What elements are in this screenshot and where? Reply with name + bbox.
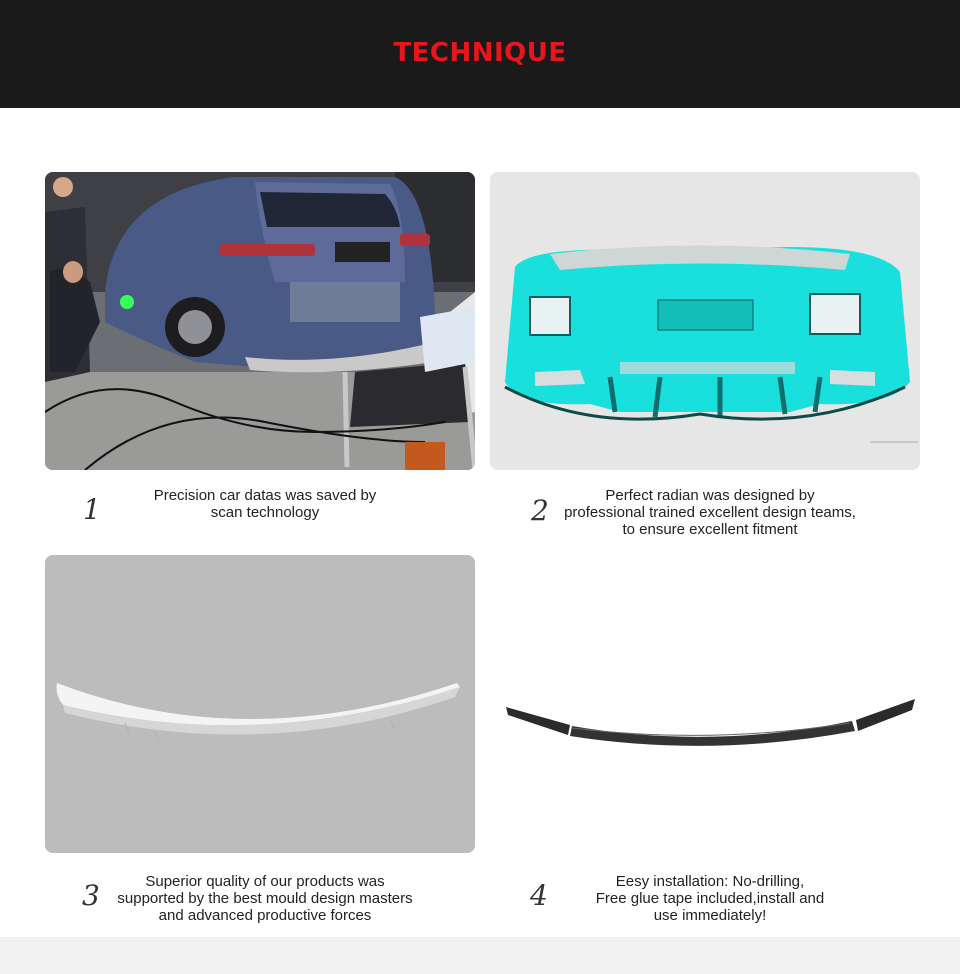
- step-number-4: 4: [530, 879, 548, 912]
- caption-line: scan technology: [210, 504, 320, 521]
- page-title: TECHNIQUE: [393, 38, 567, 68]
- caption-line: to ensure excellent fitment: [622, 521, 798, 538]
- mould-photo: [45, 555, 475, 853]
- footer-band: [0, 937, 960, 974]
- caption-line: professional trained excellent design teams,: [564, 504, 856, 521]
- step-number-3: 3: [82, 879, 100, 912]
- step-caption-2: [540, 487, 880, 538]
- caption-line: supported by the best mould design masters: [117, 890, 413, 907]
- caption-line: Eesy installation: No-drilling,: [615, 873, 805, 890]
- step-caption-3: [95, 873, 435, 924]
- step-number-2: 2: [531, 494, 549, 527]
- caption-line: Superior quality of our products was: [145, 873, 385, 890]
- step-caption-1: [120, 487, 410, 521]
- caption-line: Precision car datas was saved by: [153, 487, 377, 504]
- caption-line: use immediately!: [653, 907, 767, 924]
- caption-line: and advanced productive forces: [158, 907, 372, 924]
- header-bar: [0, 0, 960, 108]
- caption-line: Free glue tape included,install and: [595, 890, 825, 907]
- step-caption-4: [570, 873, 850, 924]
- scan-render: [490, 172, 920, 470]
- product-photo: [490, 555, 920, 853]
- caption-line: Perfect radian was designed by: [605, 487, 815, 504]
- step-number-1: 1: [83, 493, 101, 526]
- scan-photo: [45, 172, 475, 470]
